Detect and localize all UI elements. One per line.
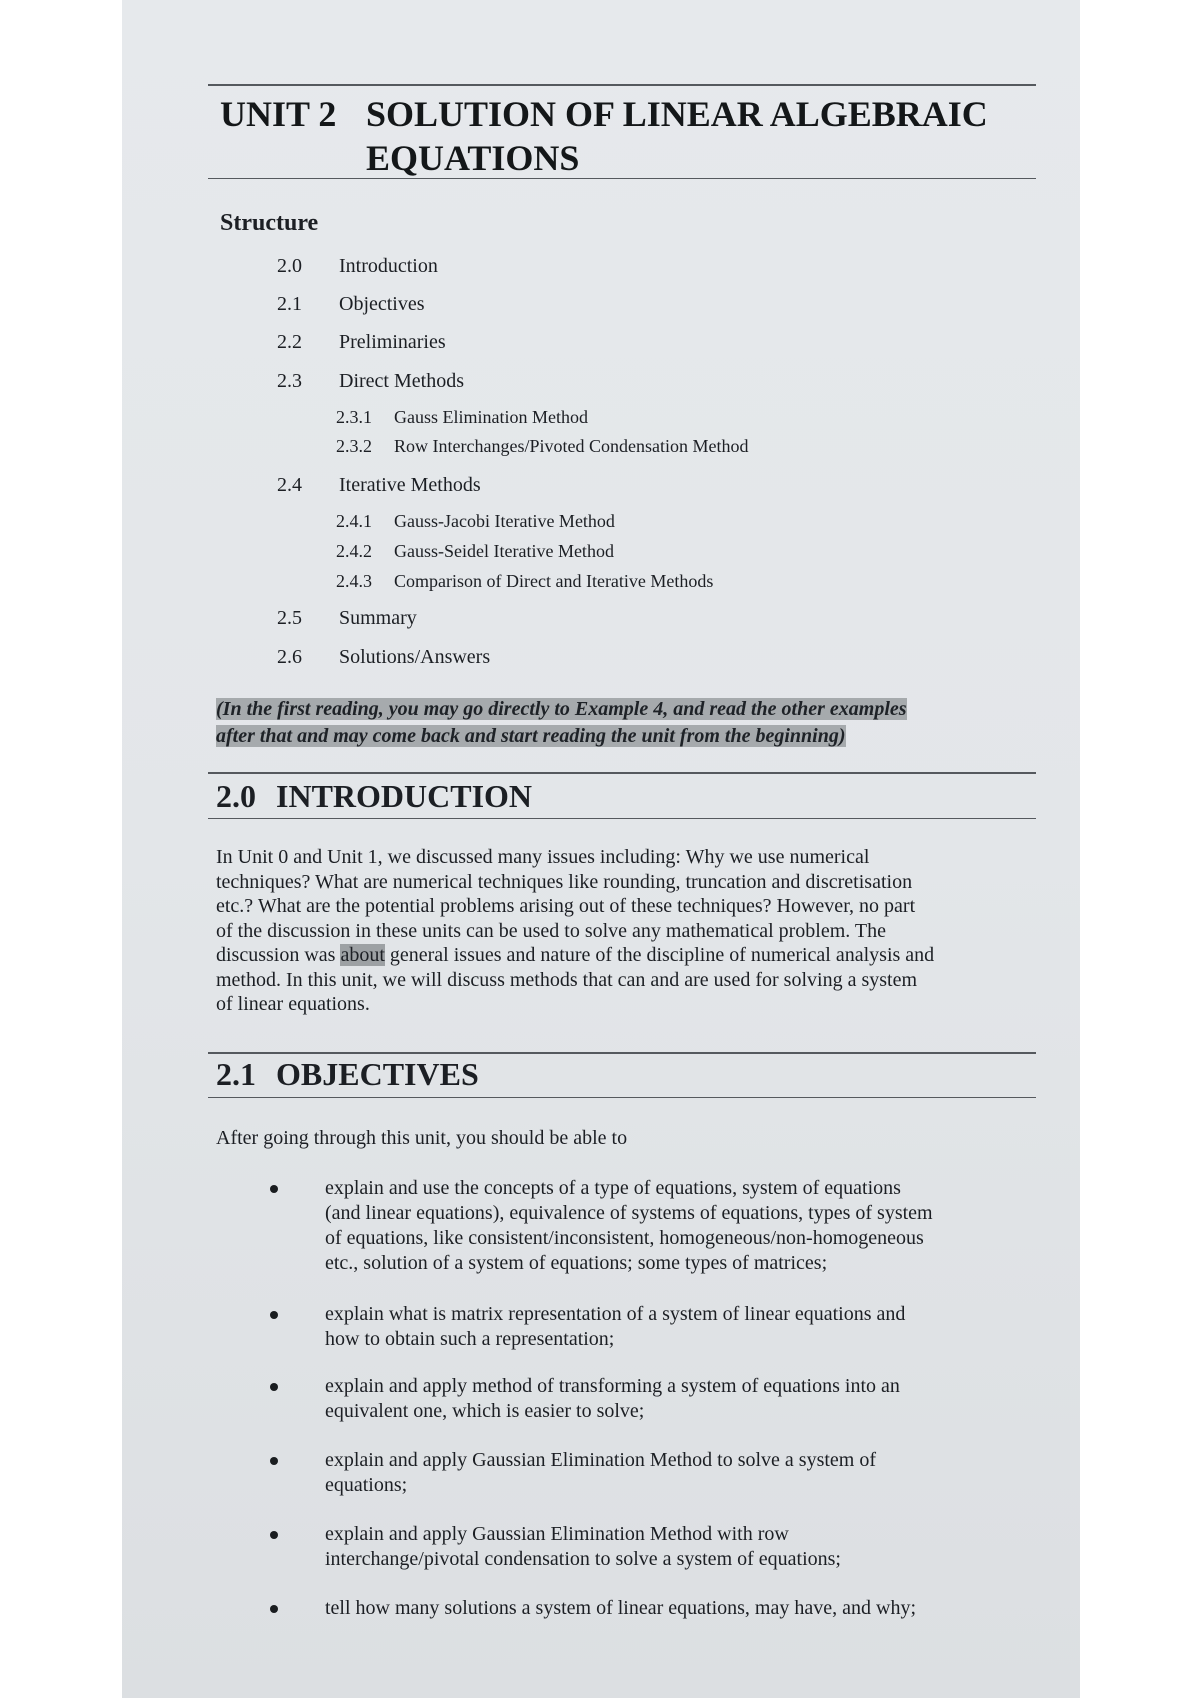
toc-subitem: 2.3.1 Gauss Elimination Method	[336, 407, 588, 427]
toc-item: 2.1 Objectives	[277, 293, 425, 315]
reading-note-line1: (In the first reading, you may go directly to Example 4, and read the other examples	[216, 698, 907, 720]
bullet-dot	[270, 1605, 278, 1613]
toc-subitem: 2.4.3 Comparison of Direct and Iterative Methods	[336, 571, 714, 591]
introduction-paragraph: In Unit 0 and Unit 1, we discussed many issues including: Why we use numerical techniques? What are numerical techniques like rounding, truncation and discretisation etc.? What are the potential problems arising out of these techniques? However, no part of the discussion in these units can be used to solve any mathematical problem. The discussion was about general issues and nature of the discipline of numerical analysis and method. In this unit, we will discuss methods that can and are used for solving a system of linear equations.	[216, 846, 935, 1015]
highlighted-word: about	[340, 944, 385, 966]
toc-item: 2.4 Iterative Methods	[277, 474, 481, 496]
objective-bullet: explain what is matrix representation of a system of linear equations and how to obtain such a representation;	[270, 1302, 1030, 1352]
objective-bullet: explain and apply Gaussian Elimination Method with row interchange/pivotal condensation to solve a system of equations;	[270, 1522, 1030, 1572]
objective-bullet: tell how many solutions a system of linear equations, may have, and why;	[270, 1596, 1030, 1621]
unit-number: UNIT 2	[220, 94, 337, 134]
bullet-dot	[270, 1531, 278, 1539]
toc-item: 2.3 Direct Methods	[277, 370, 464, 392]
reading-note-line2: after that and may come back and start reading the unit from the beginning)	[216, 725, 846, 747]
reading-note	[216, 696, 1032, 750]
intro-top-rule	[208, 772, 1036, 774]
toc-subitem: 2.4.1 Gauss-Jacobi Iterative Method	[336, 511, 615, 531]
objectives-intro: After going through this unit, you should be able to	[216, 1127, 628, 1149]
unit-title	[220, 92, 1050, 180]
bullet-dot	[270, 1185, 278, 1193]
toc-item: 2.5 Summary	[277, 607, 417, 629]
objectives-top-rule	[208, 1052, 1036, 1054]
objectives-heading: 2.1 OBJECTIVES	[216, 1056, 479, 1092]
title-bottom-rule	[208, 178, 1036, 179]
introduction-heading: 2.0 INTRODUCTION	[216, 778, 533, 814]
objective-bullet: explain and use the concepts of a type of equations, system of equations (and linear equations), equivalence of systems of equations, types of system of equations, like consistent/inconsistent, homogeneous/non-homogeneous etc., solution of a system of equations; some types of matrices;	[270, 1176, 1030, 1276]
objective-bullet: explain and apply method of transforming a system of equations into an equivalent one, which is easier to solve;	[270, 1374, 1030, 1424]
toc-item: 2.6 Solutions/Answers	[277, 646, 491, 668]
objectives-bottom-rule	[208, 1097, 1036, 1098]
toc-subitem: 2.3.2 Row Interchanges/Pivoted Condensation Method	[336, 436, 749, 456]
bullet-dot	[270, 1383, 278, 1391]
unit-title-line2: EQUATIONS	[366, 138, 580, 178]
structure-heading: Structure	[220, 210, 319, 236]
bullet-dot	[270, 1457, 278, 1465]
objective-bullet: explain and apply Gaussian Elimination Method to solve a system of equations;	[270, 1448, 1030, 1498]
bullet-dot	[270, 1311, 278, 1319]
toc-subitem: 2.4.2 Gauss-Seidel Iterative Method	[336, 541, 614, 561]
toc-item: 2.0 Introduction	[277, 255, 438, 277]
intro-bottom-rule	[208, 818, 1036, 819]
title-top-rule	[208, 84, 1036, 86]
unit-title-line1: SOLUTION OF LINEAR ALGEBRAIC	[366, 94, 988, 134]
toc-item: 2.2 Preliminaries	[277, 331, 446, 353]
